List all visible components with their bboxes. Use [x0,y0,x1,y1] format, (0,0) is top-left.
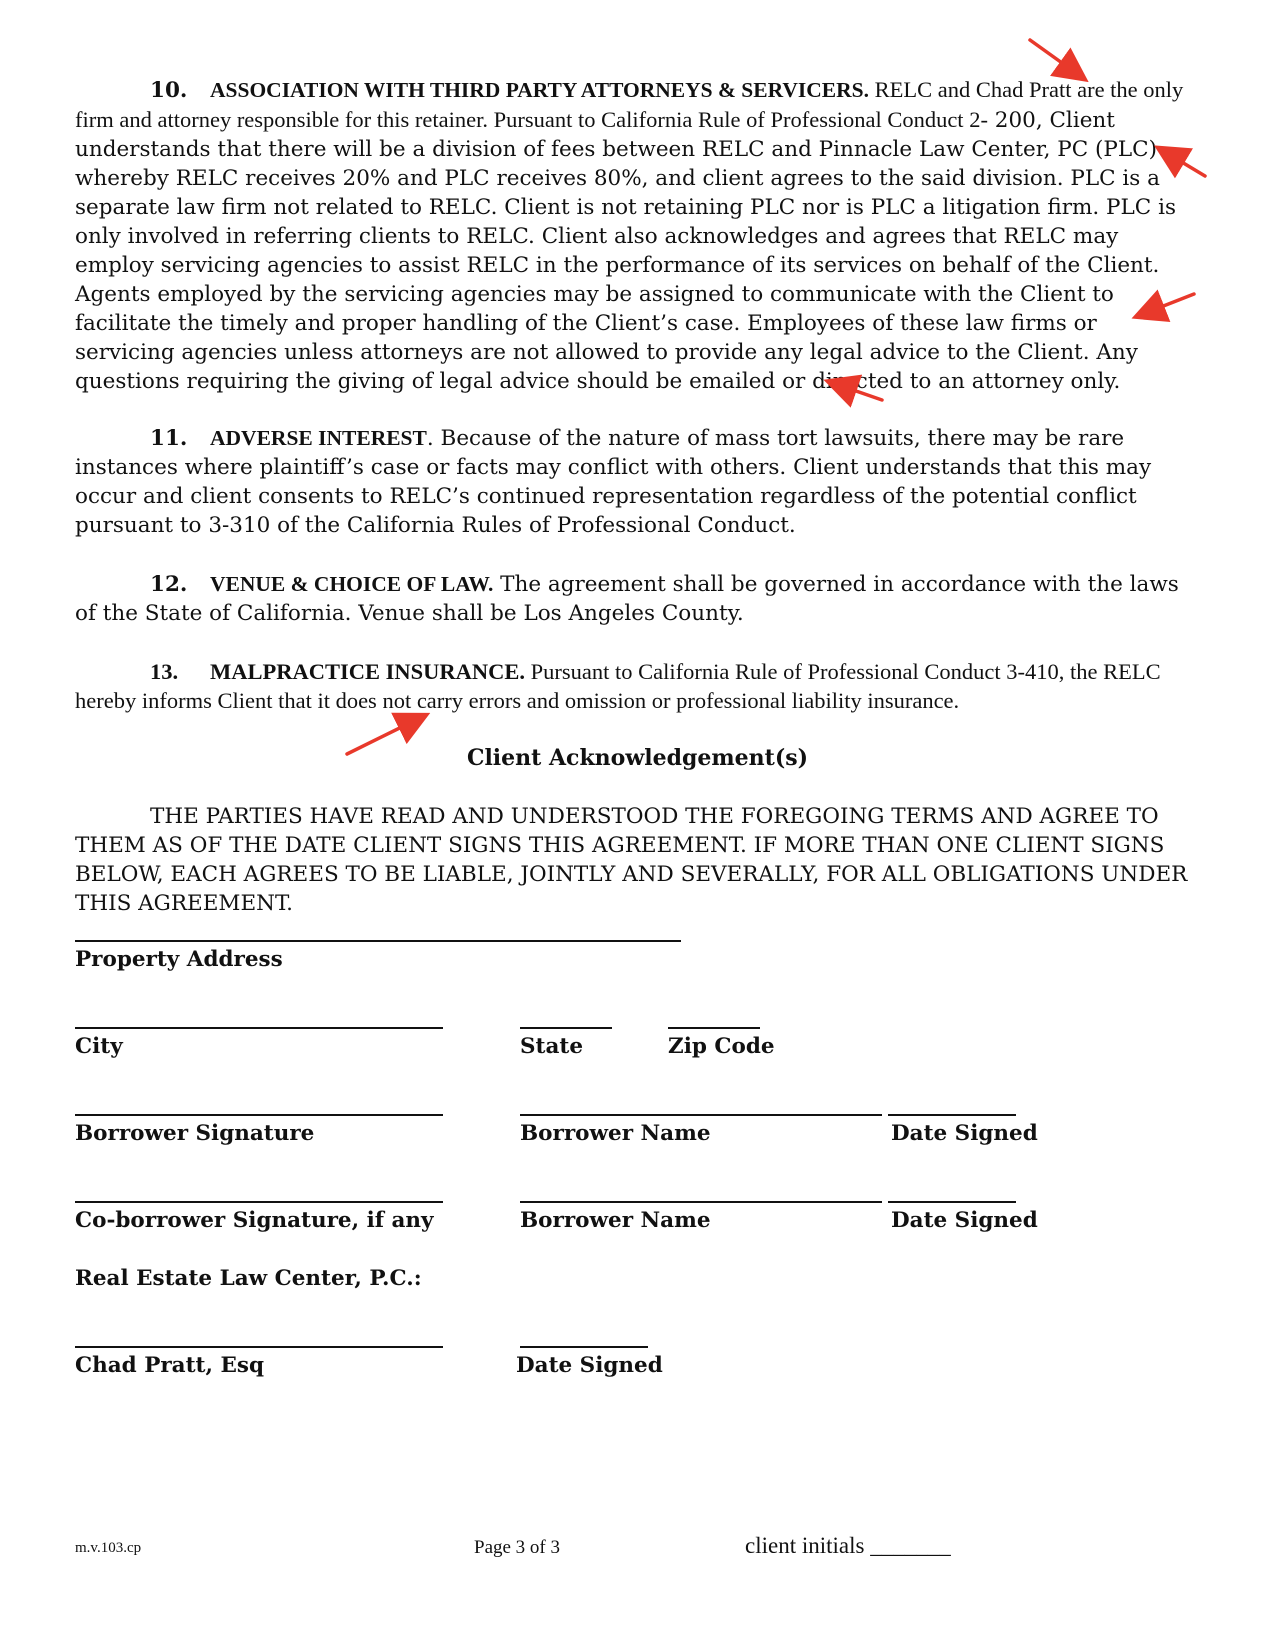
section-heading: ASSOCIATION WITH THIRD PARTY ATTORNEYS & SERVICERS. [210,78,869,102]
section-heading: ADVERSE INTEREST [210,426,427,450]
arrow-5 [347,716,424,754]
section-number: 11. [150,426,188,451]
acknowledgement-text: THE PARTIES HAVE READ AND UNDERSTOOD THE FOREGOING TERMS AND AGREE TO THEM AS OF THE DATE CLIENT SIGNS THIS AGREEMENT. IF MORE THAN ONE CLIENT SIGNS BELOW, EACH AGREES TO BE LIABLE, JOINTLY AND SEVERALLY, FOR ALL OBLIGATIONS UNDER THIS AGREEMENT. [75,804,1188,916]
property-address-label: Property Address [75,947,283,972]
section-number: 13. [150,659,179,684]
client-initials: client initials _______ [745,1533,951,1558]
attorney-date-label: Date Signed [516,1353,663,1378]
borrower-signature-label: Borrower Signature [75,1121,315,1146]
acknowledgement-title: Client Acknowledgement(s) [466,745,809,771]
borrower-name-label: Borrower Name [520,1121,711,1146]
section-number: 12. [150,572,188,597]
section-body: Pursuant to California Rule of Professional Conduct 3-410, the RELC hereby informs Client that it does not carry errors and omission or professional liability insurance. [75,659,1161,713]
page-number: Page 3 of 3 [474,1537,561,1558]
coborrower-signature-label: Co-borrower Signature, if any [75,1208,434,1233]
arrow-1 [1030,40,1083,78]
zip-label: Zip Code [668,1034,775,1059]
section-number: 10. [150,78,188,103]
arrow-4 [830,382,882,400]
section-heading: MALPRACTICE INSURANCE. [210,659,526,684]
section-body-lead: RELC and Chad Pratt are the only firm and attorney responsible for this retainer. Pursuant to California Rule of Professional Conduct 2- [75,77,1184,132]
firm-label: Real Estate Law Center, P.C.: [75,1266,422,1291]
form-code: m.v.103.cp [75,1540,142,1556]
section-body: 200, Client understands that there will be a division of fees between RELC and Pinnacle Law Center, PC (PLC) whereby RELC receives 20% and PLC receives 80%, and client agrees to the said division. PLC is a separate law firm not related to RELC. Client is not retaining PLC nor is PLC a litigation firm. PLC is only involved in referring clients to RELC. Client also acknowledges and agrees that RELC may employ servicing agencies to assist RELC in the performance of its services on behalf of the Client. Agents employed by the servicing agencies may be assigned to communicate with the Client to facilitate the timely and proper handling of the Client’s case. Employees of these law firms or servicing agencies unless attorneys are not allowed to provide any legal advice to the Client. Any questions requiring the giving of legal advice should be emailed or directed to an attorney only. [75,108,1176,394]
section-body: . Because of the nature of mass tort lawsuits, there may be rare instances where plaintiff’s case or facts may conflict with others. Client understands that this may occur and client consents to RELC’s continued representation regardless of the potential conflict pursuant to 3-310 of the California Rules of Professional Conduct. [75,426,1152,538]
date-signed-label: Date Signed [891,1121,1038,1146]
state-label: State [520,1034,583,1059]
coborrower-name-label: Borrower Name [520,1208,711,1233]
attorney-label: Chad Pratt, Esq [75,1353,264,1378]
section-body: The agreement shall be governed in accordance with the laws of the State of California. Venue shall be Los Angeles County. [75,572,1179,626]
coborrower-date-label: Date Signed [891,1208,1038,1233]
arrow-3 [1138,294,1194,316]
city-label: City [75,1034,123,1059]
arrow-2 [1160,149,1205,176]
section-heading: VENUE & CHOICE OF LAW. [210,572,494,596]
